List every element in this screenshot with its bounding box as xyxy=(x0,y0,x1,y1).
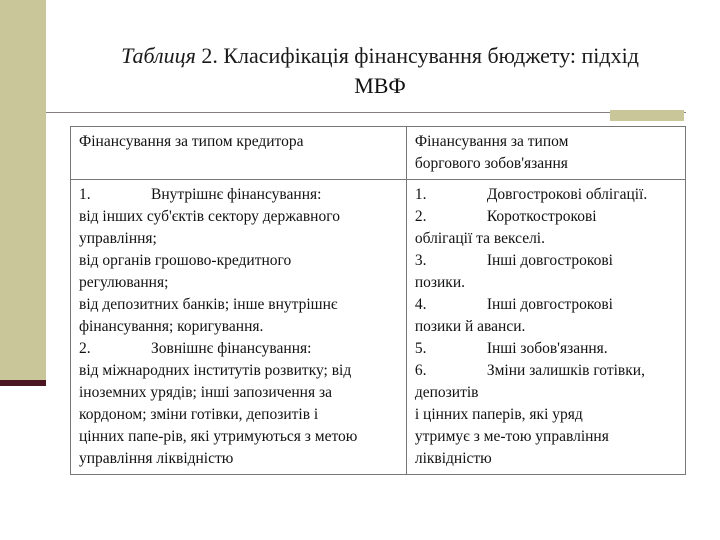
header-debt-type xyxy=(406,127,685,180)
header-line: Фінансування за типом кредитора xyxy=(79,133,304,150)
list-item-text: Короткострокові xyxy=(486,208,597,225)
financing-table xyxy=(70,126,686,475)
list-item-number: 4. xyxy=(414,296,427,313)
list-item xyxy=(79,404,400,426)
title-line-2: МВФ xyxy=(354,73,406,98)
list-item-text: кордоном; зміни готівки, депозитів і xyxy=(79,406,319,423)
list-item xyxy=(415,404,679,426)
header-line: боргового зобов'язання xyxy=(414,155,568,172)
list-item xyxy=(79,184,400,206)
list-item xyxy=(415,250,679,272)
list-item xyxy=(415,426,679,448)
list-item-text: іноземних урядів; інші запозичення за xyxy=(79,384,332,401)
list-item-text: від депозитних банків; інше внутрішнє xyxy=(79,296,338,313)
list-item-number: 1. xyxy=(79,186,91,203)
list-item-number: 2. xyxy=(414,208,427,225)
cell-creditor-type xyxy=(71,180,407,475)
list-item-number: 3. xyxy=(414,252,427,269)
header-creditor-type xyxy=(71,127,407,180)
list-item xyxy=(79,250,400,272)
page-title xyxy=(70,42,690,70)
list-item-text: фінансування; коригування. xyxy=(79,318,264,335)
list-item-text: управління; xyxy=(79,230,157,247)
title-line-1: 2. Класифікація фінансування бюджету: підхід xyxy=(201,43,639,68)
list-item xyxy=(79,228,400,250)
list-item xyxy=(79,294,400,316)
list-item-text: Інші довгострокові xyxy=(486,252,613,269)
list-item xyxy=(79,206,400,228)
list-item xyxy=(415,228,679,250)
list-item-text: від інших суб'єктів сектору державного xyxy=(79,208,340,225)
list-item-text: Зміни залишків готівки, xyxy=(486,362,645,379)
sidebar-accent-line xyxy=(0,380,46,386)
header-line: Фінансування за типом xyxy=(414,133,569,150)
list-item-text: цінних папе-рів, які утримуються з метою xyxy=(79,428,358,445)
list-item xyxy=(79,426,400,448)
list-item-text: позики. xyxy=(414,274,466,291)
decorative-sidebar xyxy=(0,0,46,386)
list-item-text: позики й аванси. xyxy=(414,318,526,335)
list-item xyxy=(79,448,400,470)
list-item-text: Довгострокові облігації. xyxy=(486,186,648,203)
list-item xyxy=(415,448,679,470)
list-item-text: Зовнішнє фінансування: xyxy=(151,340,312,357)
list-item xyxy=(79,338,400,360)
list-item xyxy=(415,294,679,316)
list-item-text: від органів грошово-кредитного xyxy=(79,252,292,269)
list-item-text: Внутрішнє фінансування: xyxy=(151,186,322,203)
list-item xyxy=(415,206,679,228)
list-item-text: Інші довгострокові xyxy=(486,296,613,313)
list-item xyxy=(415,272,679,294)
list-item xyxy=(79,272,400,294)
list-item xyxy=(415,316,679,338)
title-divider xyxy=(46,112,686,113)
list-item-text: і цінних паперів, які уряд xyxy=(414,406,583,423)
list-item xyxy=(415,184,679,206)
list-item xyxy=(79,316,400,338)
list-item-text: утримує з ме-тою управління xyxy=(414,428,609,445)
list-item-text: регулювання; xyxy=(79,274,169,291)
list-item-number: 2. xyxy=(79,340,91,357)
title-prefix: Таблиця xyxy=(121,43,196,68)
list-item-text: депозитів xyxy=(414,384,479,401)
table-row xyxy=(71,180,686,475)
list-item-text: Інші зобов'язання. xyxy=(486,340,608,357)
list-item-text: облігації та векселі. xyxy=(414,230,545,247)
list-item xyxy=(79,360,400,382)
list-item-number: 6. xyxy=(414,362,427,379)
list-item xyxy=(415,382,679,404)
decorative-block xyxy=(610,110,684,121)
list-item-text: ліквідністю xyxy=(414,450,492,467)
list-item-number: 1. xyxy=(414,186,427,203)
list-item xyxy=(415,360,679,382)
list-item xyxy=(415,338,679,360)
list-item-text: управління ліквідністю xyxy=(79,450,234,467)
cell-debt-type xyxy=(406,180,685,475)
list-item xyxy=(79,382,400,404)
list-item-number: 5. xyxy=(414,340,427,357)
list-item-text: від міжнародних інститутів розвитку; від xyxy=(79,362,352,379)
table-header-row xyxy=(71,127,686,180)
